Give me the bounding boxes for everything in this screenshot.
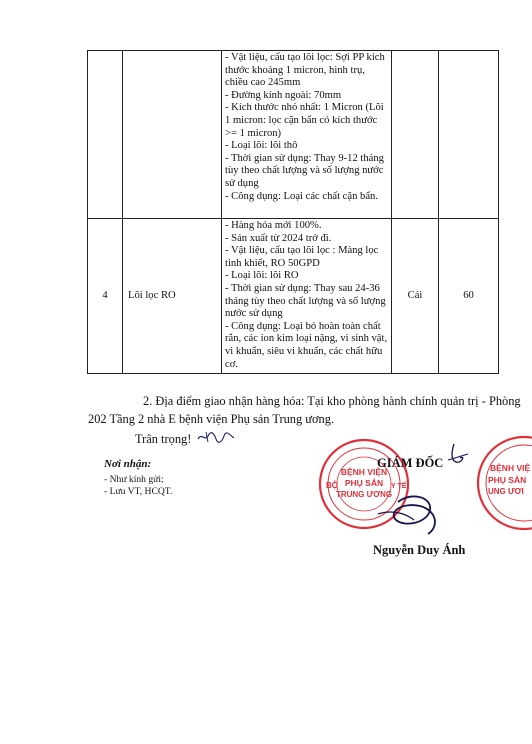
spec-line: - Đường kính ngoài: 70mm — [225, 89, 342, 101]
recipients-title: Nơi nhận: — [104, 458, 152, 470]
stamp-text-line: TRUNG ƯƠNG — [335, 490, 393, 499]
director-title: GIÁM ĐỐC — [377, 456, 444, 470]
delivery-line-1: 2. Địa điểm giao nhận hàng hóa: Tại kho phòng hành chính quản trị - Phòng — [143, 394, 521, 408]
spec-line: - Hàng hóa mới 100%. — [225, 220, 322, 231]
initials-signature — [196, 430, 236, 444]
recipient-item: - Lưu VT, HCQT. — [104, 486, 173, 497]
unit-cell — [392, 51, 439, 219]
spec-cell — [222, 51, 392, 219]
stamp-text-line: BỆNH VIỆN — [340, 467, 388, 477]
stamp-ring-right: Y TẾ — [391, 483, 407, 490]
spec-line: - Kích thước nhỏ nhất: 1 Micron (Lõi 1 micron: lọc cặn bẩn có kích thước >= 1 micron) — [225, 102, 384, 139]
spec-line: - Sản xuất từ 2024 trở đi. — [225, 232, 332, 244]
stamp-ring-left: BỘ — [326, 481, 338, 490]
item-name-cell — [123, 51, 222, 219]
spec-line: - Loại lõi: lõi RO — [225, 270, 299, 282]
table-row — [88, 219, 499, 374]
spec-line: - Vật liệu, cấu tạo lõi lọc : Màng lọc tinh khiết, RO 50GPD — [225, 245, 379, 269]
stamp-text-line: PHỤ SẢN — [344, 478, 384, 488]
table-row — [88, 51, 499, 219]
director-name: Nguyễn Duy Ánh — [373, 543, 466, 557]
spec-line: - Loại lõi: lõi thô — [225, 140, 298, 152]
stt-cell: 4 — [88, 219, 123, 374]
delivery-line-2: 202 Tầng 2 nhà E bệnh viện Phụ sản Trung ương. — [88, 412, 335, 426]
quantity-cell: 60 — [439, 219, 499, 374]
recipient-item: - Như kính gửi; — [104, 474, 164, 485]
equipment-table — [87, 50, 499, 374]
spec-line: - Công dụng: Loại các chất cặn bẩn. — [225, 190, 378, 202]
director-signature — [340, 440, 470, 540]
spec-cell — [222, 219, 392, 374]
partial-stamp — [476, 433, 532, 533]
item-name-cell: Lõi lọc RO — [123, 219, 222, 374]
spec-line: - Vật liệu, cấu tạo lõi lọc: Sợi PP kích thước khoảng 1 micron, hình trụ, chiều cao 245mm — [225, 52, 385, 89]
spec-line: - Thời gian sử dụng: Thay sau 24-36 tháng tùy theo chất lượng và số lượng nước sử dụng — [225, 282, 386, 320]
stt-cell — [88, 51, 123, 219]
quantity-cell — [439, 51, 499, 219]
stamp-text-line: UNG ƯƠI — [488, 487, 524, 496]
closing-text: Trân trọng! — [135, 432, 192, 446]
stamp-text-line: BỆNH VIỆ — [490, 463, 531, 473]
unit-cell: Cái — [392, 219, 439, 374]
stamp-text-line: PHỤ SẢN — [488, 475, 527, 485]
spec-line: - Thời gian sử dụng: Thay 9-12 tháng tùy theo chất lượng và số lượng nước sử dụng — [225, 152, 384, 189]
spec-line: - Công dụng: Loại bỏ hoàn toàn chất rắn, các ion kim loại nặng, vi sinh vật, vi khuẩn, siêu vi khuẩn, các chất hữu cơ. — [225, 320, 388, 370]
